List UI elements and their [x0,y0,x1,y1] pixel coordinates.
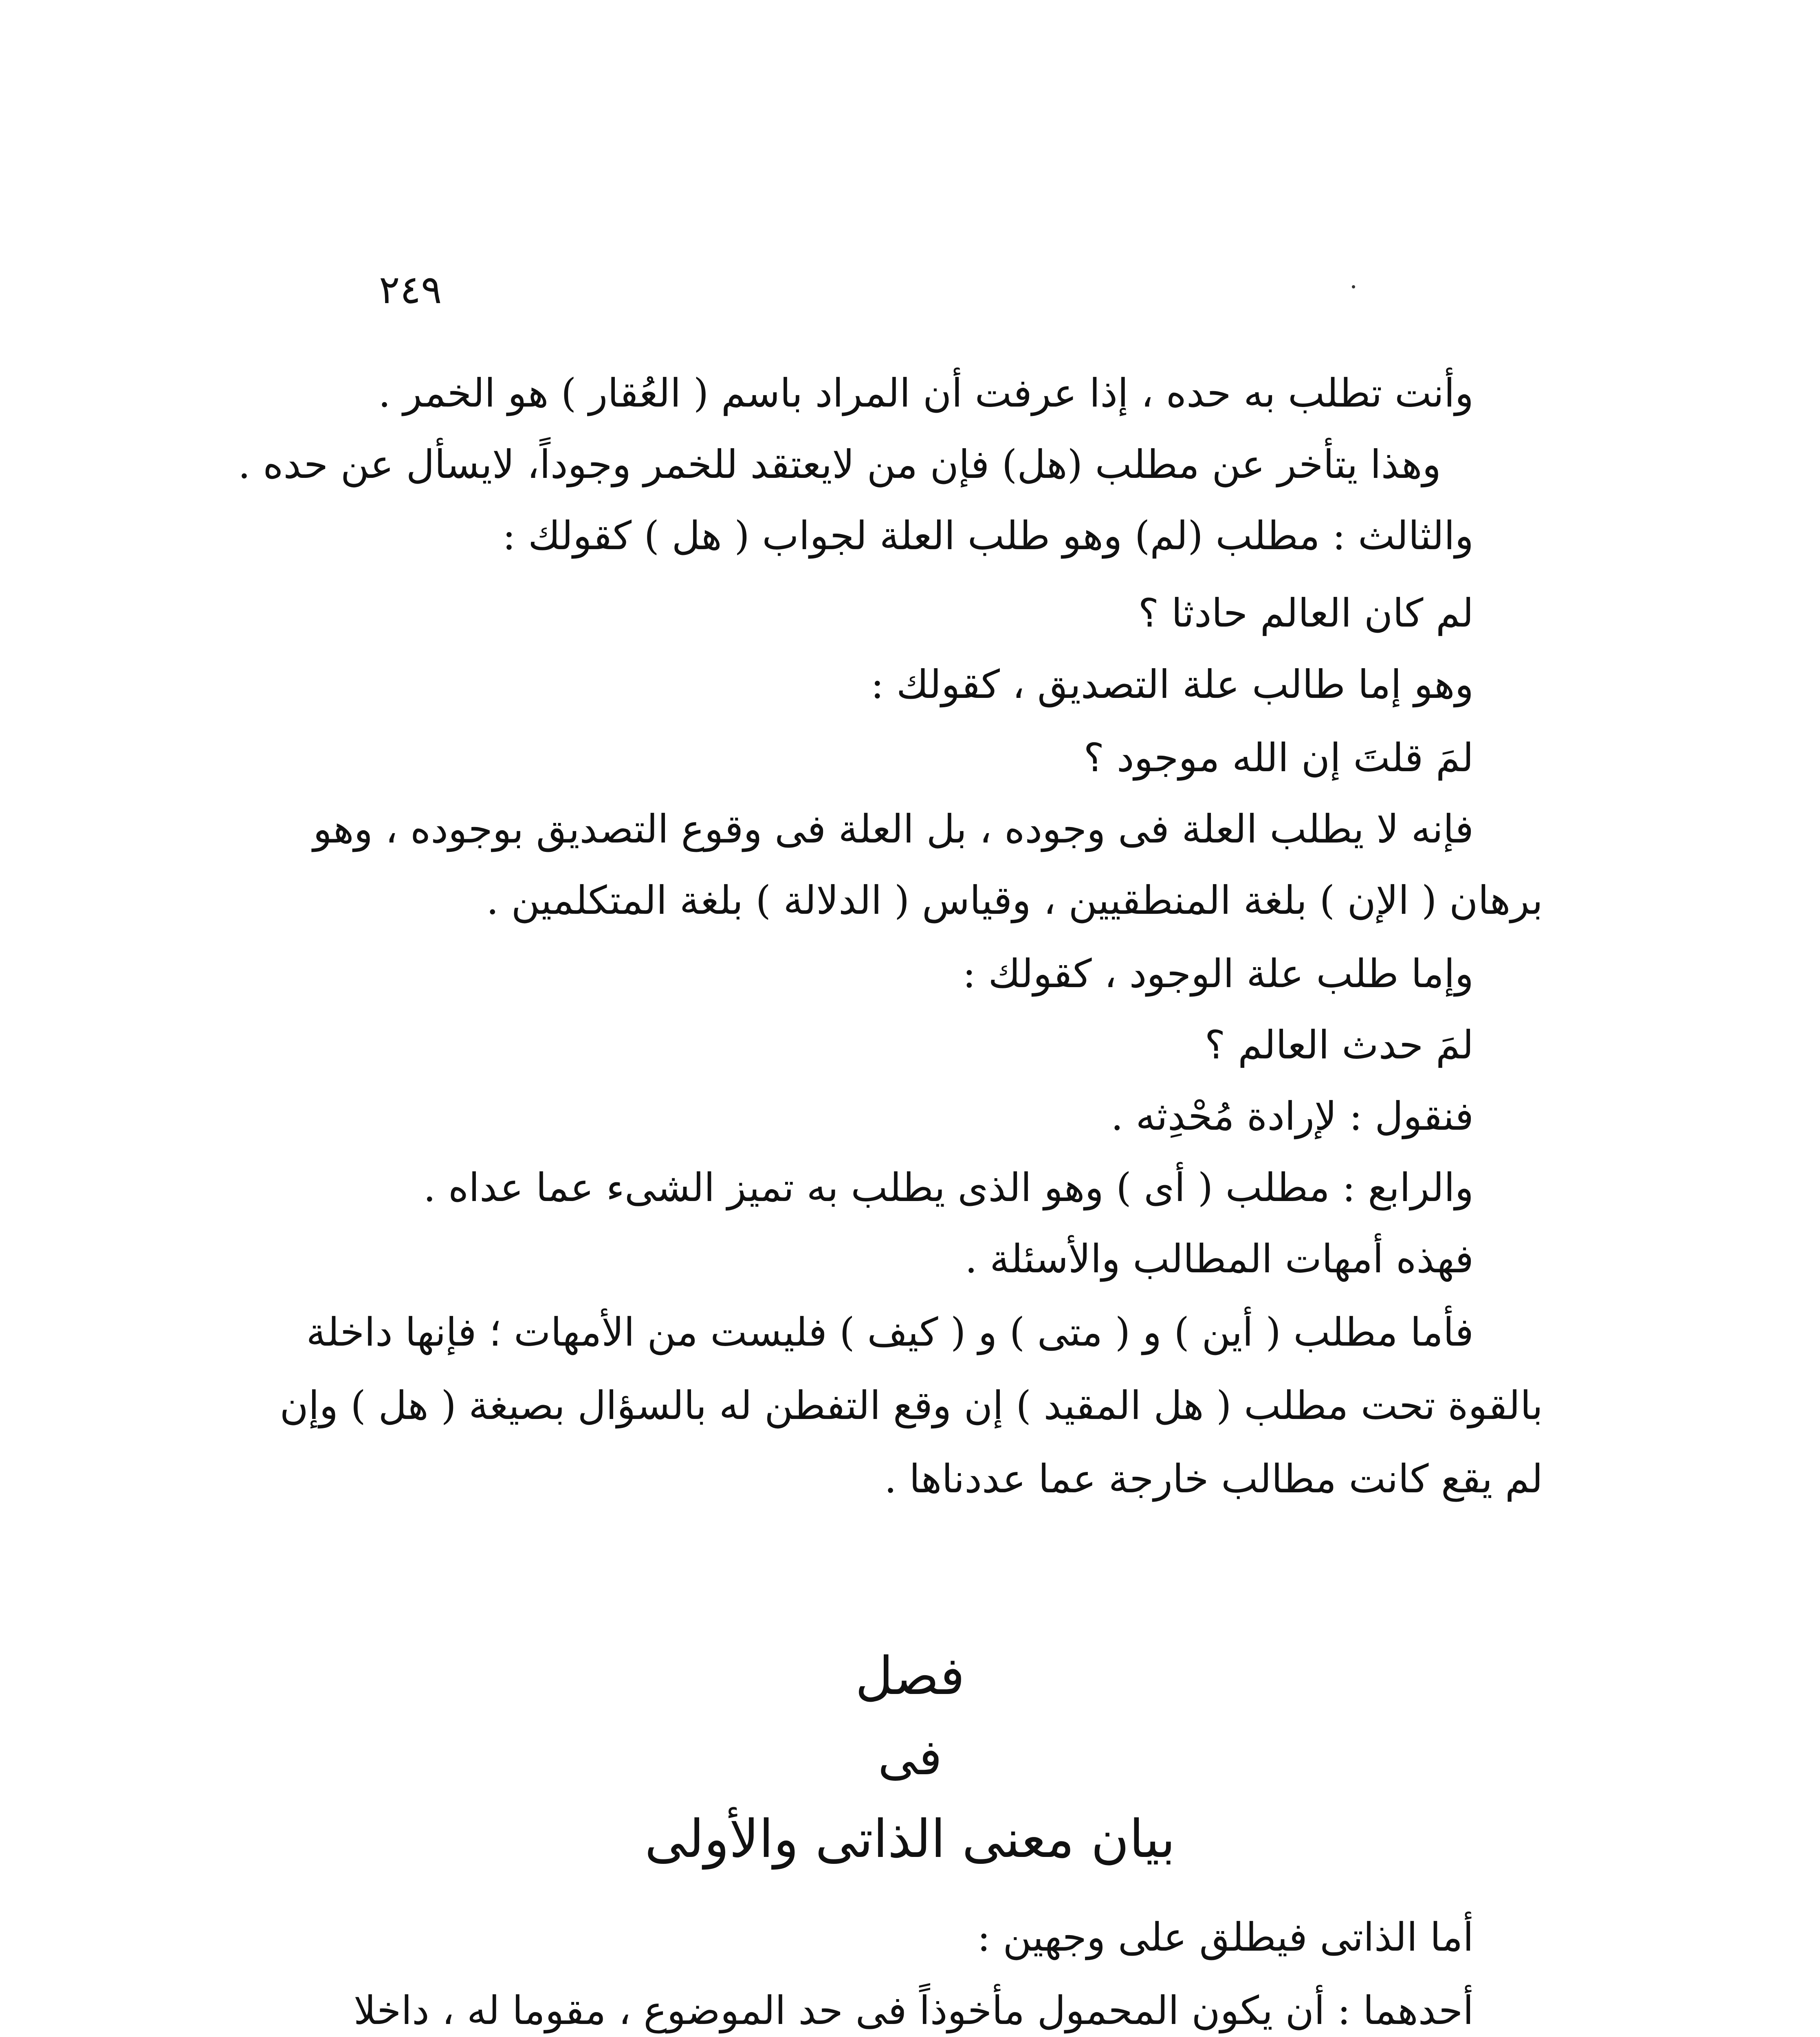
text-line: لم يقع كانت مطالب خارجة عما عددناها . [884,1456,1543,1502]
text-line: أما الذاتى فيطلق على وجهين : [977,1914,1474,1960]
text-line: فهذه أمهات المطالب والأسئلة . [965,1236,1474,1282]
text-line: لمَ قلتَ إن الله موجود ؟ [1083,735,1474,781]
text-line: والثالث : مطلب (لم) وهو طلب العلة لجواب ( هل ) كقولك : [502,513,1474,559]
text-line: فإنه لا يطلب العلة فى وجوده ، بل العلة فى وقوع التصديق بوجوده ، وهو [313,806,1474,852]
text-line: برهان ( الإن ) بلغة المنطقيين ، وقياس ( الدلالة ) بلغة المتكلمين . [486,878,1543,923]
text-line: أحدهما : أن يكون المحمول مأخوذاً فى حد الموضوع ، مقوما له ، داخلا [353,1988,1474,2033]
scan-speck [1352,285,1355,288]
text-line: وهو إما طالب علة التصديق ، كقولك : [871,662,1474,707]
text-line: بالقوة تحت مطلب ( هل المقيد ) إن وقع التفطن له بالسؤال بصيغة ( هل ) وإن [279,1383,1543,1428]
text-line: وإما طلب علة الوجود ، كقولك : [962,951,1474,997]
section-heading-connector: فى [878,1729,942,1786]
section-heading-title: بيان معنى الذاتى والأولى [645,1809,1175,1870]
text-line: لم كان العالم حادثا ؟ [1138,590,1474,636]
text-line: فأما مطلب ( أين ) و ( متى ) و ( كيف ) فليست من الأمهات ؛ فإنها داخلة [306,1309,1474,1355]
text-line: فنقول : لإرادة مُحْدِثه . [1111,1093,1474,1139]
page-number: ٢٤٩ [379,267,442,312]
text-line: وأنت تطلب به حده ، إذا عرفت أن المراد باسم ( العُقار ) هو الخمر . [378,370,1474,416]
text-line: وهذا يتأخر عن مطلب (هل) فإن من لايعتقد للخمر وجوداً، لايسأل عن حده . [238,442,1441,487]
section-heading: فصل [855,1646,965,1707]
text-line: لمَ حدث العالم ؟ [1204,1022,1474,1068]
text-line: والرابع : مطلب ( أى ) وهو الذى يطلب به تميز الشىء عما عداه . [423,1165,1474,1210]
